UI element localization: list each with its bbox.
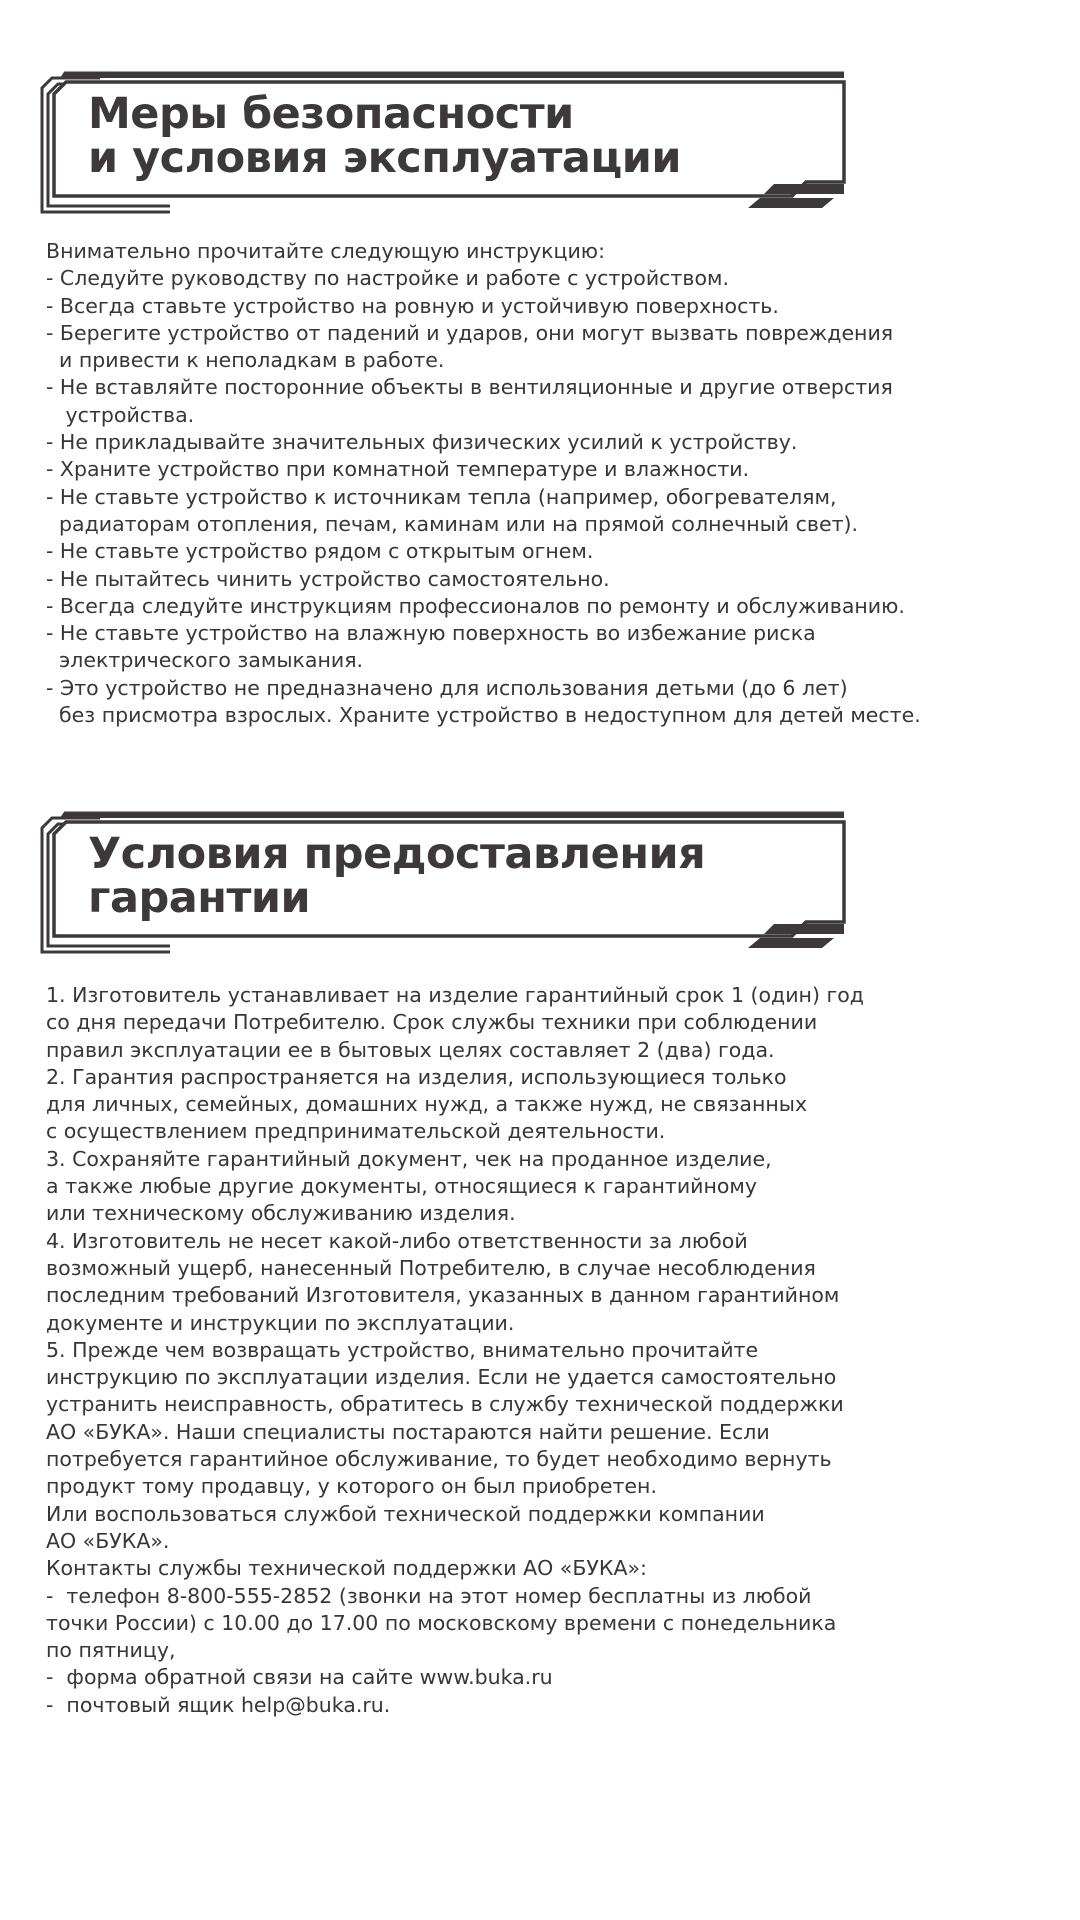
text-line: - почтовый ящик help@buka.ru.: [46, 1692, 391, 1717]
text-line: - Не ставьте устройство на влажную поверхность во избежание риска: [46, 621, 816, 646]
safety-title: [88, 89, 828, 183]
text-line: - Следуйте руководству по настройке и работе с устройством.: [46, 266, 729, 291]
text-line: устройства.: [46, 402, 195, 427]
text-line: Или воспользоваться службой технической поддержки компании: [46, 1501, 765, 1526]
text-line: устранить неисправность, обратитесь в службу технической поддержки: [46, 1392, 844, 1417]
text-line: - телефон 8-800-555-2852 (звонки на этот номер бесплатны из любой: [46, 1583, 812, 1608]
text-line: - Всегда следуйте инструкциям профессионалов по ремонту и обслуживанию.: [46, 593, 905, 618]
text-line: инструкцию по эксплуатации изделия. Если не удается самостоятельно: [46, 1365, 837, 1390]
text-line: - Не ставьте устройство рядом с открытым огнем.: [46, 539, 594, 564]
text-line: 4. Изготовитель не несет какой-либо ответственности за любой: [46, 1228, 748, 1253]
text-line: правил эксплуатации ее в бытовых целях составляет 2 (два) года.: [46, 1037, 775, 1062]
text-line: с осуществлением предпринимательской деятельности.: [46, 1119, 666, 1144]
text-line: документе и инструкции по эксплуатации.: [46, 1310, 515, 1335]
text-line: АО «БУКА». Наши специалисты постараются найти решение. Если: [46, 1419, 770, 1444]
text-line: со дня передачи Потребителю. Срок службы техники при соблюдении: [46, 1010, 818, 1035]
text-line: и привести к неполадкам в работе.: [46, 348, 445, 373]
text-line: АО «БУКА».: [46, 1528, 170, 1553]
text-line: или техническому обслуживанию изделия.: [46, 1201, 516, 1226]
text-line: - Не ставьте устройство к источникам тепла (например, обогревателям,: [46, 484, 837, 509]
warranty-heading-banner: [40, 810, 860, 958]
text-line: - Не вставляйте посторонние объекты в вентиляционные и другие отверстия: [46, 375, 893, 400]
text-line: 3. Сохраняйте гарантийный документ, чек на проданное изделие,: [46, 1146, 772, 1171]
warranty-title-line-1: Условия предоставления: [88, 829, 706, 879]
text-line: точки России) с 10.00 до 17.00 по московскому времени с понедельника: [46, 1610, 837, 1635]
warranty-title-line-2: гарантии: [88, 873, 311, 923]
text-line: Контакты службы технической поддержки АО «БУКА»:: [46, 1556, 647, 1581]
text-line: - Это устройство не предназначено для использования детьми (до 6 лет): [46, 675, 848, 700]
text-line: 1. Изготовитель устанавливает на изделие гарантийный срок 1 (один) год: [46, 983, 864, 1007]
text-line: потребуется гарантийное обслуживание, то будет необходимо вернуть: [46, 1447, 832, 1472]
text-line: для личных, семейных, домашних нужд, а также нужд, не связанных: [46, 1092, 808, 1117]
text-line: а также любые другие документы, относящиеся к гарантийному: [46, 1174, 758, 1199]
text-line: возможный ущерб, нанесенный Потребителю, в случае несоблюдения: [46, 1255, 816, 1280]
text-line: без присмотра взрослых. Храните устройство в недоступном для детей месте.: [46, 703, 921, 728]
safety-title-line-1: Меры безопасности: [88, 89, 574, 139]
text-line: электрического замыкания.: [46, 648, 364, 673]
text-line: - форма обратной связи на сайте www.buka.ru: [46, 1665, 553, 1690]
text-line: радиаторам отопления, печам, каминам или на прямой солнечный свет).: [46, 511, 859, 536]
text-line: - Не пытайтесь чинить устройство самостоятельно.: [46, 566, 610, 591]
text-line: - Берегите устройство от падений и ударов, они могут вызвать повреждения: [46, 320, 894, 345]
warranty-terms-text: [46, 982, 1046, 1719]
text-line: по пятницу,: [46, 1638, 176, 1663]
text-line: последним требований Изготовителя, указанных в данном гарантийном: [46, 1283, 840, 1308]
safety-instructions-text: [46, 238, 1046, 729]
safety-title-line-2: и условия эксплуатации: [88, 133, 682, 183]
text-line: Внимательно прочитайте следующую инструкцию:: [46, 239, 605, 263]
text-line: - Всегда ставьте устройство на ровную и устойчивую поверхность.: [46, 293, 779, 318]
warranty-title: [88, 829, 828, 923]
text-line: - Не прикладывайте значительных физических усилий к устройству.: [46, 430, 798, 455]
safety-heading-banner: [40, 70, 860, 218]
text-line: - Храните устройство при комнатной температуре и влажности.: [46, 457, 750, 482]
text-line: продукт тому продавцу, у которого он был приобретен.: [46, 1474, 657, 1499]
text-line: 2. Гарантия распространяется на изделия, использующиеся только: [46, 1064, 787, 1089]
text-line: 5. Прежде чем возвращать устройство, внимательно прочитайте: [46, 1337, 759, 1362]
